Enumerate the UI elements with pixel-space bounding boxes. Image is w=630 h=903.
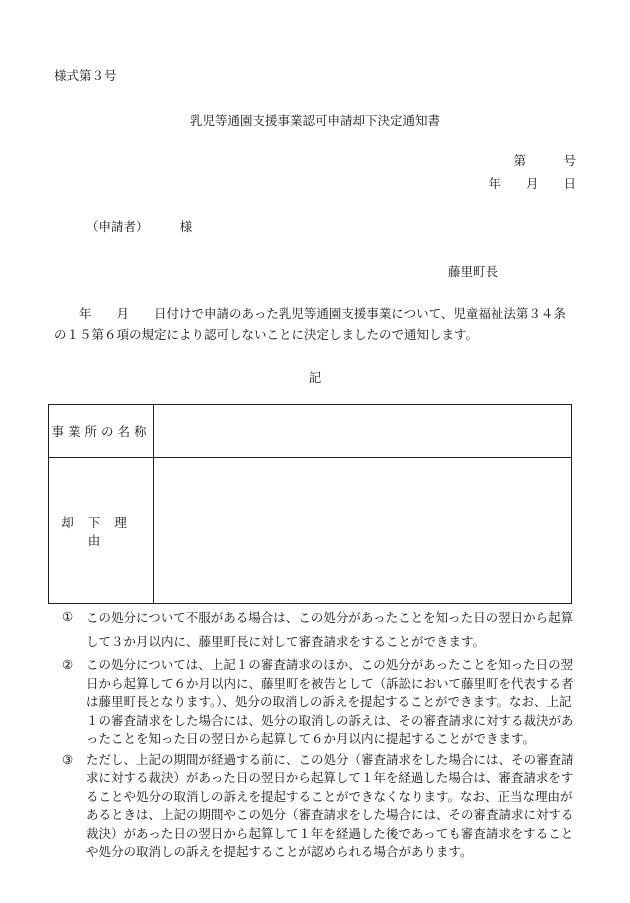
applicant-line: （申請者） 様 (86, 219, 193, 234)
ki-label: 記 (308, 370, 322, 385)
info-table (48, 404, 572, 604)
form-number: 様式第３号 (54, 68, 117, 83)
notes-list (62, 606, 582, 864)
note-text: この処分について不服がある場合は、この処分があったことを知った日の翌日から起算して３か月以内に、藤里町長に対して審査請求をすることができます。 (86, 610, 574, 649)
issuer-name: 藤里町長 (448, 264, 499, 279)
note-item (62, 751, 582, 862)
rejection-reason-value (154, 458, 572, 604)
note-item (62, 606, 582, 654)
note-number: ② (62, 657, 74, 672)
notice-body-text: 年 月 日付けで申請のあった乳児等通園支援事業について、児童福祉法第３４条の１５第６項の規定により認可しないことに決定しましたので通知します。 (54, 306, 566, 342)
document-date-line: 年 月 日 (488, 176, 576, 191)
table-row-facility-name (49, 405, 572, 458)
document-title: 乳児等通園支援事業認可申請却下決定通知書 (189, 113, 440, 128)
note-item (62, 656, 582, 749)
document-number-line: 第 号 (513, 153, 576, 168)
note-number: ① (62, 609, 74, 624)
rejection-reason-label: 却下理由 (49, 458, 154, 604)
note-number: ③ (62, 751, 74, 767)
note-text: ただし、上記の期間が経過する前に、この処分（審査請求をした場合には、その審査請求に対する裁決）があった日の翌日から起算して１年を経過した場合は、審査請求をすることや処分の取消しの訴えを提起することができなくなります。なお、正当な理由があるときは、上記の期間やこの処分（審査請求をした場合には、その審査請求に対する裁決）があった日の翌日から起算して１年を経過した後であっても審査請求をすることや処分の取消しの訴えを提起することが認められる場合があります。 (86, 751, 574, 859)
note-text: この処分については、上記１の審査請求のほか、この処分があったことを知った日の翌日から起算して６か月以内に、藤里町を被告として（訴訟において藤里町を代表する者は藤里町長となります。）、処分の取消しの訴えを提起することができます。なお、上記１の審査請求をした場合には、処分の取消しの訴えは、その審査請求に対する裁決があったことを知った日の翌日から起算して６か月以内に提起することができます。 (86, 657, 574, 746)
table-row-rejection-reason (49, 458, 572, 604)
facility-name-value (154, 405, 572, 458)
facility-name-label: 事業所の名称 (49, 405, 154, 458)
